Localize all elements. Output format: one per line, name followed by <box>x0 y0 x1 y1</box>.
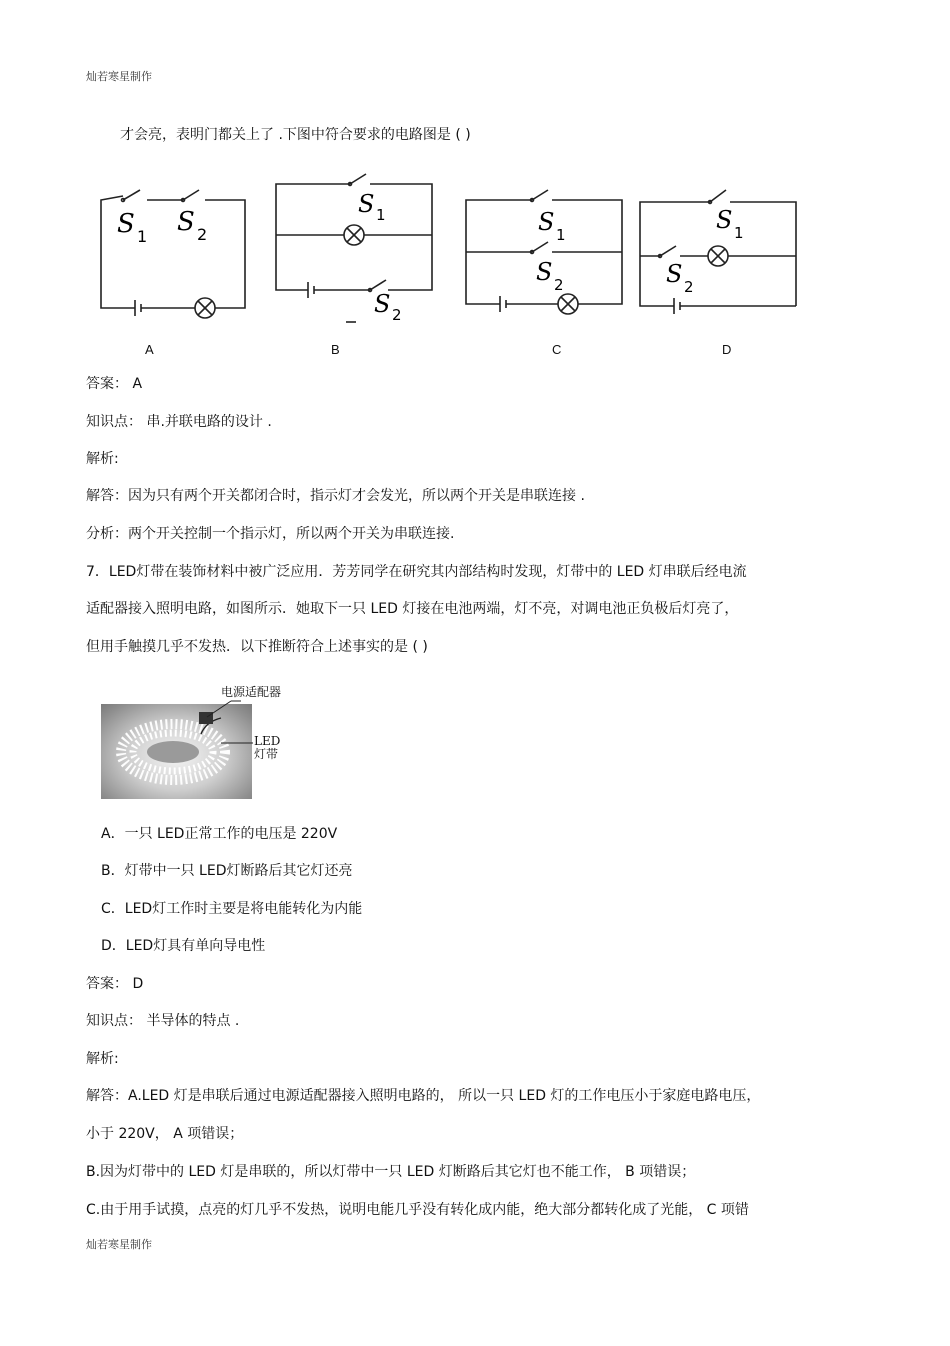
svg-text:1: 1 <box>556 226 566 244</box>
svg-text:S: S <box>538 208 555 236</box>
figure-label-strip: 灯带 <box>254 747 279 761</box>
svg-text:1: 1 <box>376 206 386 224</box>
svg-text:2: 2 <box>197 225 208 244</box>
q7-analysis-label: 解析: <box>86 1051 119 1067</box>
q6-analysis-label: 解析: <box>86 451 119 467</box>
circuit-a-s-label-1: S <box>117 209 135 239</box>
option-label-c: C <box>552 342 562 357</box>
q7-solution-line-1: 解答：A.LED 灯是串联后通过电源适配器接入照明电路的， 所以一只 LED 灯的工作电压小于家庭电路电压， <box>86 1088 761 1104</box>
circuit-diagram-a <box>95 180 255 320</box>
figure-label-adapter: 电源适配器 <box>221 685 282 699</box>
q6-stem: 才会亮，表明门都关上了 .下图中符合要求的电路图是 ( ) <box>120 127 471 143</box>
svg-text:S: S <box>716 206 733 234</box>
circuit-a-s-label-2: S <box>177 207 195 237</box>
svg-text:1: 1 <box>734 224 744 242</box>
q7-solution-line-4: C.由于用手试摸，点亮的灯几乎不发热，说明电能几乎没有转化成内能，绝大部分都转化成了光能， C 项错 <box>86 1202 749 1218</box>
option-label-a: A <box>145 342 154 357</box>
footer-watermark: 灿若寒星制作 <box>86 1238 152 1251</box>
figure-label-led: LED <box>254 734 281 748</box>
q7-stem-line-2: 适配器接入照明电路，如图所示．她取下一只 LED 灯接在电池两端，灯不亮，对调电池正负极后灯亮了， <box>86 601 739 617</box>
q7-solution-line-3: B.因为灯带中的 LED 灯是串联的，所以灯带中一只 LED 灯断路后其它灯也不能工作， B 项错误； <box>86 1164 696 1180</box>
q7-choice-a: A．一只 LED正常工作的电压是 220V <box>101 826 338 842</box>
q7-choice-d: D．LED灯具有单向导电性 <box>101 938 266 954</box>
q7-knowledge-point: 知识点： 半导体的特点 . <box>86 1013 240 1029</box>
q6-solution: 解答：因为只有两个开关都闭合时，指示灯才会发光，所以两个开关是串联连接 . <box>86 488 585 504</box>
option-label-b: B <box>331 342 340 357</box>
q6-answer: 答案： A <box>86 376 143 392</box>
q7-choice-b: B．灯带中一只 LED灯断路后其它灯还亮 <box>101 863 353 879</box>
header-watermark: 灿若寒星制作 <box>86 70 152 83</box>
circuit-diagram-d <box>636 182 806 322</box>
svg-text:S: S <box>666 260 683 288</box>
q6-knowledge-point: 知识点： 串.并联电路的设计 . <box>86 414 272 430</box>
svg-text:S: S <box>358 190 375 218</box>
q7-stem-line-1: 7．LED灯带在装饰材料中被广泛应用．芳芳同学在研究其内部结构时发现，灯带中的 LED 灯串联后经电流 <box>86 564 747 580</box>
circuit-diagram-c <box>460 182 630 322</box>
q7-choice-c: C．LED灯工作时主要是将电能转化为内能 <box>101 901 363 917</box>
svg-text:2: 2 <box>554 276 564 294</box>
q7-stem-line-3: 但用手触摸几乎不发热．以下推断符合上述事实的是 ( ) <box>86 639 428 655</box>
svg-text:S: S <box>374 290 391 318</box>
svg-text:2: 2 <box>392 306 402 324</box>
q7-answer: 答案： D <box>86 976 144 992</box>
svg-text:S: S <box>536 258 553 286</box>
q7-solution-line-2: 小于 220V， A 项错误； <box>86 1126 244 1142</box>
circuit-diagram-b <box>270 172 440 322</box>
svg-text:1: 1 <box>137 227 148 246</box>
q6-fenxi: 分析：两个开关控制一个指示灯，所以两个开关为串联连接. <box>86 526 455 542</box>
option-label-d: D <box>722 342 732 357</box>
svg-text:2: 2 <box>684 278 694 296</box>
